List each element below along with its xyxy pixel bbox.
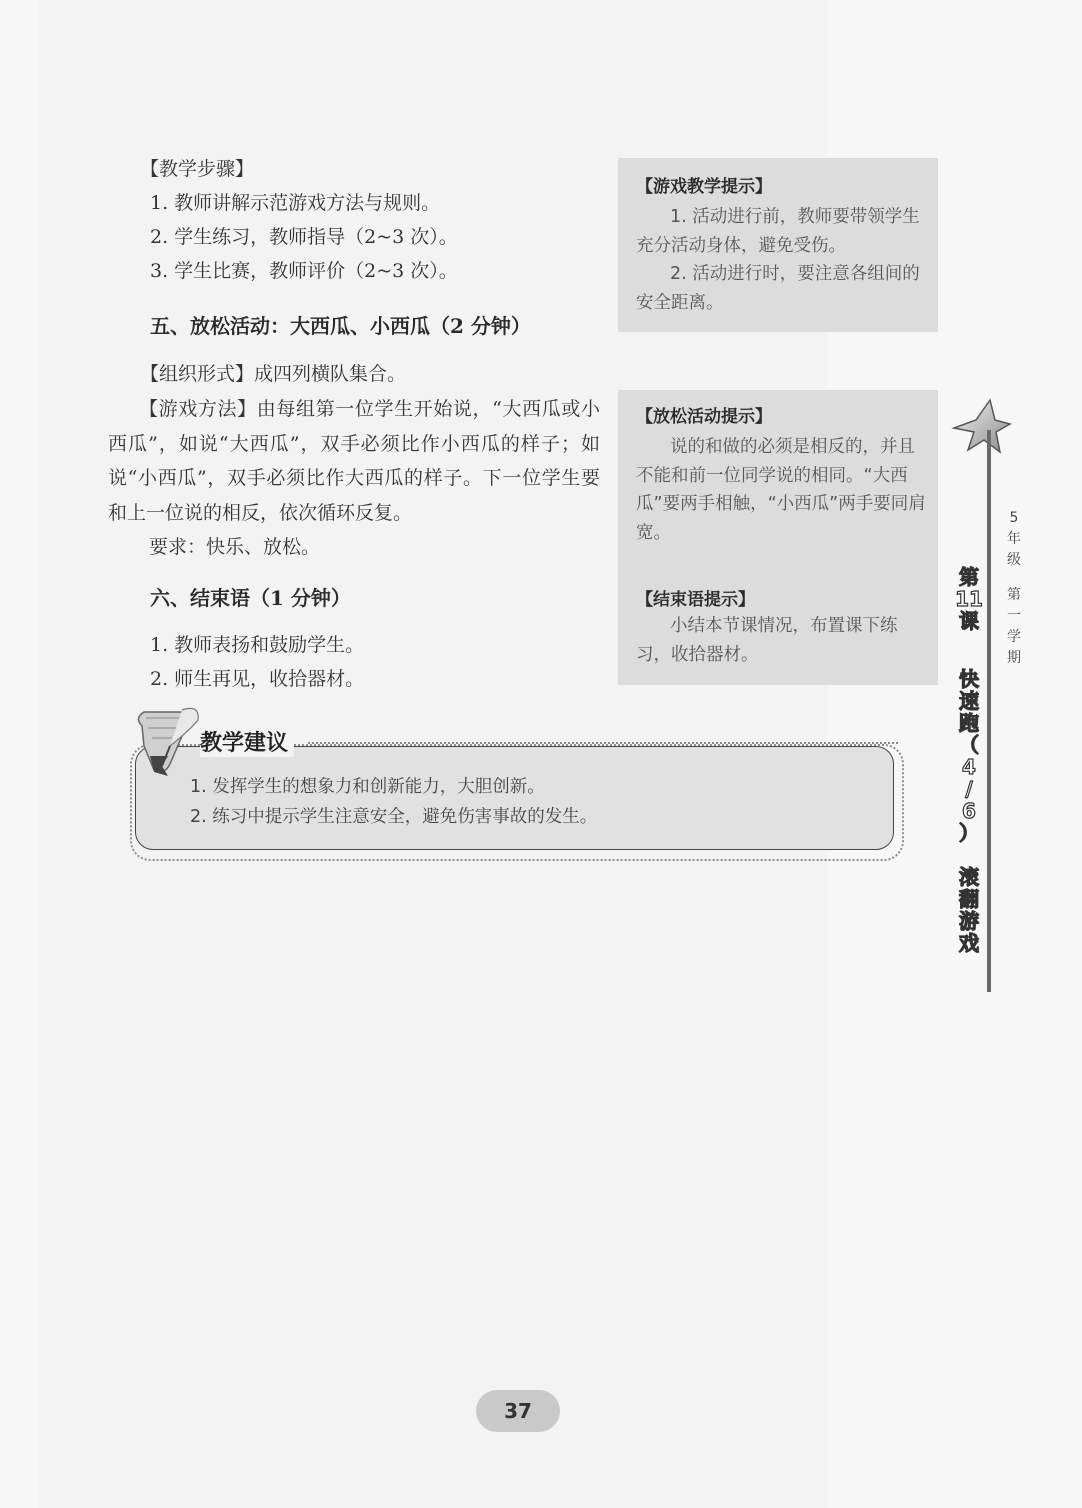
lesson-char: 11: [955, 587, 983, 611]
lesson-char: 翻: [959, 887, 979, 911]
grade-term-vertical: [1002, 508, 1026, 669]
grade-char: 一: [1007, 608, 1021, 624]
grade-char: 期: [1007, 650, 1021, 666]
game-method-block: [108, 392, 600, 565]
org-form-text: 【组织形式】成四列横队集合。: [140, 363, 407, 385]
lesson-char: 4: [962, 755, 976, 779]
grade-char: 学: [1007, 629, 1021, 645]
lesson-char: 速: [959, 689, 979, 713]
lesson-char: 第: [959, 565, 979, 589]
relax-tip-box: [618, 390, 938, 685]
lesson-char: 6: [962, 799, 976, 823]
grade-char: 5: [1009, 510, 1019, 526]
grade-char: 第: [1007, 587, 1021, 603]
ending-tip-text: 小结本节课情况，布置课下练习，收拾器材。: [636, 616, 898, 665]
lesson-char: 课: [959, 609, 979, 633]
teaching-suggestion: [120, 706, 910, 866]
lesson-char: 滚: [959, 865, 979, 889]
grade-char: 年: [1007, 531, 1021, 547]
ending-item: 2. 师生再见，收拾器材。: [150, 668, 365, 690]
suggestion-title: 教学建议: [200, 726, 294, 757]
scroll-quill-icon: [124, 706, 204, 782]
game-tip-line: 1. 活动进行前，教师要带领学生充分活动身体，避免受伤。: [636, 207, 920, 256]
steps-title: 【教学步骤】: [140, 158, 255, 180]
relax-tip-text: 说的和做的必须是相反的，并且不能和前一位同学说的相同。“大西瓜”要两手相触，“小西瓜”两手要同肩宽。: [636, 437, 926, 543]
sidebar-strip: [987, 430, 991, 992]
lesson-char: 跑: [959, 711, 979, 735]
requirement-text: 要求：快乐、放松。: [149, 536, 321, 559]
ending-tip-title: 【结束语提示】: [636, 590, 755, 610]
page-number: 37: [476, 1390, 560, 1432]
lesson-char: 游: [959, 909, 979, 933]
suggestion-divider: [308, 742, 898, 744]
suggestion-list: [190, 772, 597, 832]
step-item: 3. 学生比赛，教师评价（2~3 次）。: [150, 260, 458, 282]
game-tip-box: [618, 158, 938, 332]
lesson-char: 快: [959, 667, 979, 691]
lesson-title-vertical: [952, 566, 986, 954]
suggestion-item: 2. 练习中提示学生注意安全，避免伤害事故的发生。: [190, 807, 598, 827]
step-item: 2. 学生练习，教师指导（2~3 次）。: [150, 226, 458, 248]
game-method-text: 【游戏方法】由每组第一位学生开始说，“大西瓜或小西瓜”，如说“大西瓜”，双手必须比作小西瓜的样子；如说“小西瓜”，双手必须比作大西瓜的样子。下一位学生要和上一位说的相反，依次循环反复。: [108, 398, 600, 524]
suggestion-item: 1. 发挥学生的想象力和创新能力，大胆创新。: [190, 777, 545, 797]
star-icon: [950, 398, 1012, 456]
grade-char: 级: [1007, 552, 1021, 568]
section6-heading: 六、结束语（1 分钟）: [150, 586, 351, 610]
lesson-char: 戏: [959, 931, 979, 955]
section5-heading: 五、放松活动：大西瓜、小西瓜（2 分钟）: [150, 314, 531, 338]
relax-tip-title: 【放松活动提示】: [636, 407, 772, 427]
lesson-char: /: [965, 777, 973, 801]
lesson-char: ）: [959, 821, 979, 845]
lesson-char: （: [959, 733, 979, 757]
ending-item: 1. 教师表扬和鼓励学生。: [150, 634, 365, 656]
game-tip-title: 【游戏教学提示】: [636, 177, 772, 197]
step-item: 1. 教师讲解示范游戏方法与规则。: [150, 192, 441, 214]
game-tip-line: 2. 活动进行时，要注意各组间的安全距离。: [636, 264, 920, 313]
